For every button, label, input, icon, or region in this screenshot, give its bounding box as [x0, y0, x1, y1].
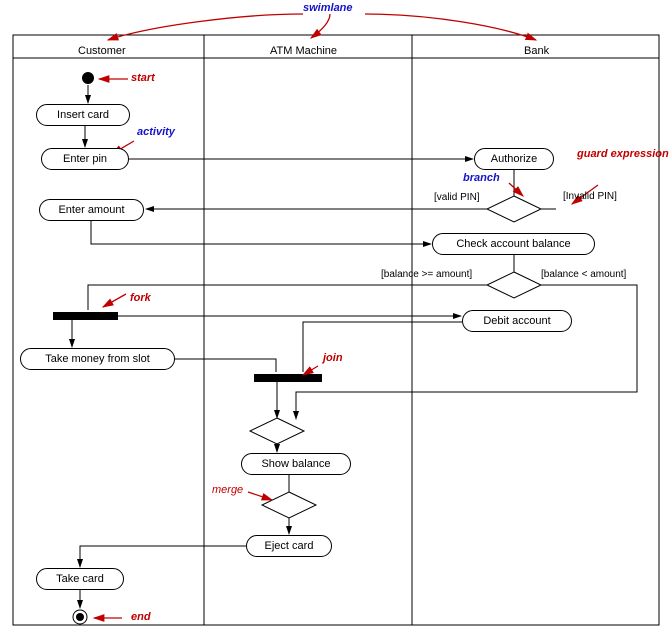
activity-enter-pin[interactable]: Enter pin [41, 148, 129, 170]
annotation-merge: merge [212, 484, 244, 496]
activity-insert-card[interactable]: Insert card [36, 104, 130, 126]
annotation-join: join [323, 352, 343, 364]
guard-valid-pin: [valid PIN] [434, 192, 480, 203]
lane-header-atm-machine: ATM Machine [270, 45, 338, 57]
annotation-end: end [131, 611, 151, 623]
activity-enter-amount[interactable]: Enter amount [39, 199, 144, 221]
lane-header-bank: Bank [524, 45, 550, 57]
annotation-guard-expression: guard expression [577, 148, 669, 160]
activity-authorize[interactable]: Authorize [474, 148, 554, 170]
activity-show-balance[interactable]: Show balance [241, 453, 351, 475]
guard-invalid-pin: [Invalid PIN] [563, 191, 617, 202]
activity-debit-account[interactable]: Debit account [462, 310, 572, 332]
annotation-start: start [131, 72, 155, 84]
activity-take-card[interactable]: Take card [36, 568, 124, 590]
activity-check-account-balance[interactable]: Check account balance [432, 233, 595, 255]
guard-balance-lt-amount: [balance < amount] [541, 269, 627, 280]
activity-eject-card[interactable]: Eject card [246, 535, 332, 557]
annotation-fork: fork [130, 292, 151, 304]
annotation-swimlane: swimlane [303, 2, 353, 14]
lane-header-customer: Customer [78, 45, 126, 57]
annotation-activity: activity [137, 126, 175, 138]
annotation-branch: branch [463, 172, 500, 184]
guard-balance-ge-amount: [balance >= amount] [381, 269, 473, 280]
activity-take-money-from-slot[interactable]: Take money from slot [20, 348, 175, 370]
